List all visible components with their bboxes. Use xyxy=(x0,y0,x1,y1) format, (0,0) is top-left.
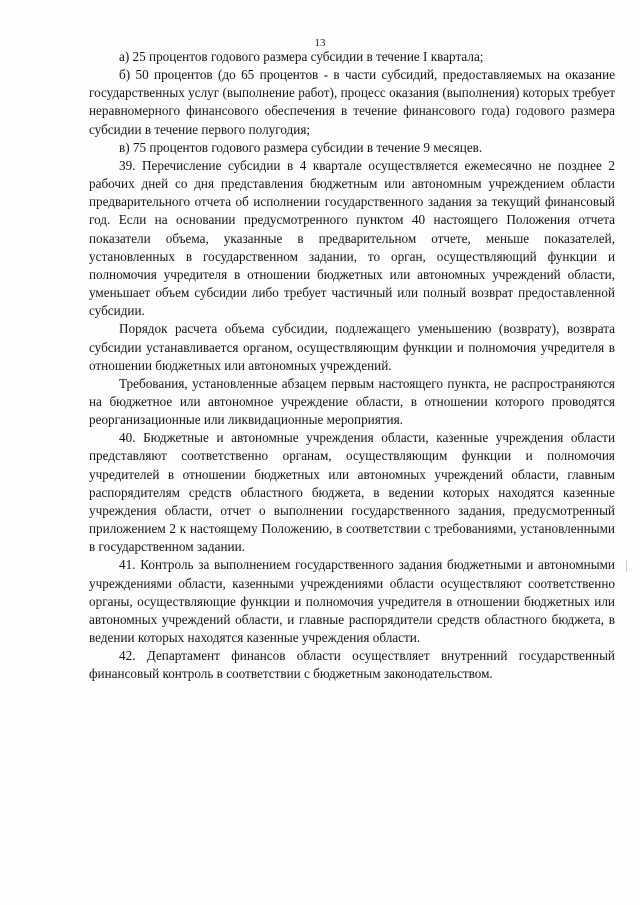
paragraph-requirements-exception: Требования, установленные абзацем первым настоящего пункта, не распространяются на бюджетное или автономное учреждение области, в отношении которого проводятся реорганизационные или ликвидационные мероприятия. xyxy=(89,375,615,428)
paragraph-clause-42: 42. Департамент финансов области осуществляет внутренний государственный финансовый контроль в соответствии с бюджетным законодательством. xyxy=(89,648,615,682)
paragraph-clause-41: 41. Контроль за выполнением государственного задания бюджетными и автономными учреждениями области, казенными учреждениями области осуществляют соответственно органы, осуществляющие функции и полномочия учредителя в отношении бюджетных или автономных учреждений области, и главные распорядители средств областного бюджета, в ведении которых находятся казенные учреждения области. xyxy=(89,557,615,645)
page-number: 13 xyxy=(314,37,326,49)
paragraph-refund-procedure: Порядок расчета объема субсидии, подлежащего уменьшению (возврату), возврата субсидии устанавливается органом, осуществляющим функции и полномочия учредителя в отношении бюджетных или автономных учреждений. xyxy=(89,321,615,373)
document-body xyxy=(89,48,615,683)
paragraph-item-b: б) 50 процентов (до 65 процентов - в части субсидий, предоставляемых на оказание государственных услуг (выполнение работ), процесс оказания (выполнения) которых требует неравномерного финансового обеспечения в течение финансового года) годового размера субсидии в течение первого полугодия; xyxy=(89,67,615,137)
paragraph-clause-39: 39. Перечисление субсидии в 4 квартале осуществляется ежемесячно не позднее 2 рабочих дней со дня представления бюджетным или автономным учреждением области предварительного отчета об исполнении государственного задания за текущий финансовый год. Если на основании предусмотренного пунктом 40 настоящего Положения отчета показатели объема, указанные в предварительном отчете, меньше показателей, установленных в государственном задании, то орган, осуществляющий функции и полномочия учредителя в отношении бюджетных или автономных учреждений области, уменьшает объем субсидии либо требует частичный или полный возврат предоставленной субсидии. xyxy=(89,157,615,319)
paragraph-item-a: а) 25 процентов годового размера субсидии в течение I квартала; xyxy=(119,49,484,64)
scan-artifact xyxy=(626,560,627,572)
paragraph-item-v: в) 75 процентов годового размера субсидии в течение 9 месяцев. xyxy=(119,139,483,155)
paragraph-clause-40: 40. Бюджетные и автономные учреждения области, казенные учреждения области представляют соответственно органам, осуществляющим функции и полномочия учредителей в отношении бюджетных или автономных учреждений области, главным распорядителям средств областного бюджета, в ведении которых находятся казенные учреждения области, отчет о выполнении государственного задания, предусмотренный приложением 2 к настоящему Положению, в соответствии с требованиями, установленными в государственном задании. xyxy=(89,430,615,555)
